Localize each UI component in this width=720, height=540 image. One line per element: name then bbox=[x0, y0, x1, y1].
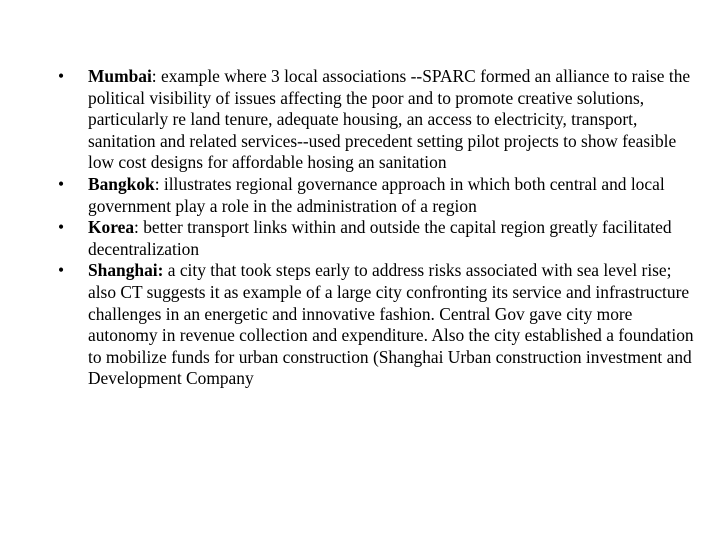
bullet-text: a city that took steps early to address risks associated with sea level rise; also CT suggests it as example of a large city confronting its service and infrastructure challenges in an energetic and innovative fashion. Central Gov gave city more autonomy in revenue collection and expenditure. Also the city established a foundation to mobilize funds for urban construction (Shanghai Urban construction investment and Development Company bbox=[88, 260, 694, 389]
bullet-term: Shanghai: bbox=[88, 260, 164, 281]
bullet-list bbox=[58, 66, 698, 390]
bullet-marker: • bbox=[58, 173, 65, 194]
bullet-item-korea bbox=[58, 217, 698, 260]
bullet-term: Mumbai bbox=[88, 66, 152, 86]
bullet-item-bangkok bbox=[58, 174, 698, 217]
bullet-term: Bangkok bbox=[88, 173, 155, 194]
bullet-separator: : bbox=[134, 217, 139, 238]
bullet-marker: • bbox=[58, 260, 65, 281]
bullet-item-mumbai bbox=[58, 66, 698, 174]
bullet-marker: • bbox=[58, 217, 65, 238]
bullet-marker: • bbox=[58, 66, 65, 86]
bullet-item-shanghai bbox=[58, 260, 698, 390]
bullet-term: Korea bbox=[88, 217, 135, 238]
bullet-text: better transport links within and outside the capital region greatly facilitated decentralization bbox=[88, 217, 672, 259]
bullet-text: example where 3 local associations --SPARC formed an alliance to raise the political visibility of issues affecting the poor and to promote creative solutions, particularly re land tenure, adequate housing, an access to electricity, transport, sanitation and related services--used precedent setting pilot projects to show feasible low cost designs for affordable hosing an sanitation bbox=[88, 66, 691, 173]
bullet-text: illustrates regional governance approach in which both central and local government play a role in the administration of a region bbox=[88, 173, 665, 216]
bullet-separator: : bbox=[154, 173, 160, 194]
bullet-separator: : bbox=[151, 66, 157, 86]
